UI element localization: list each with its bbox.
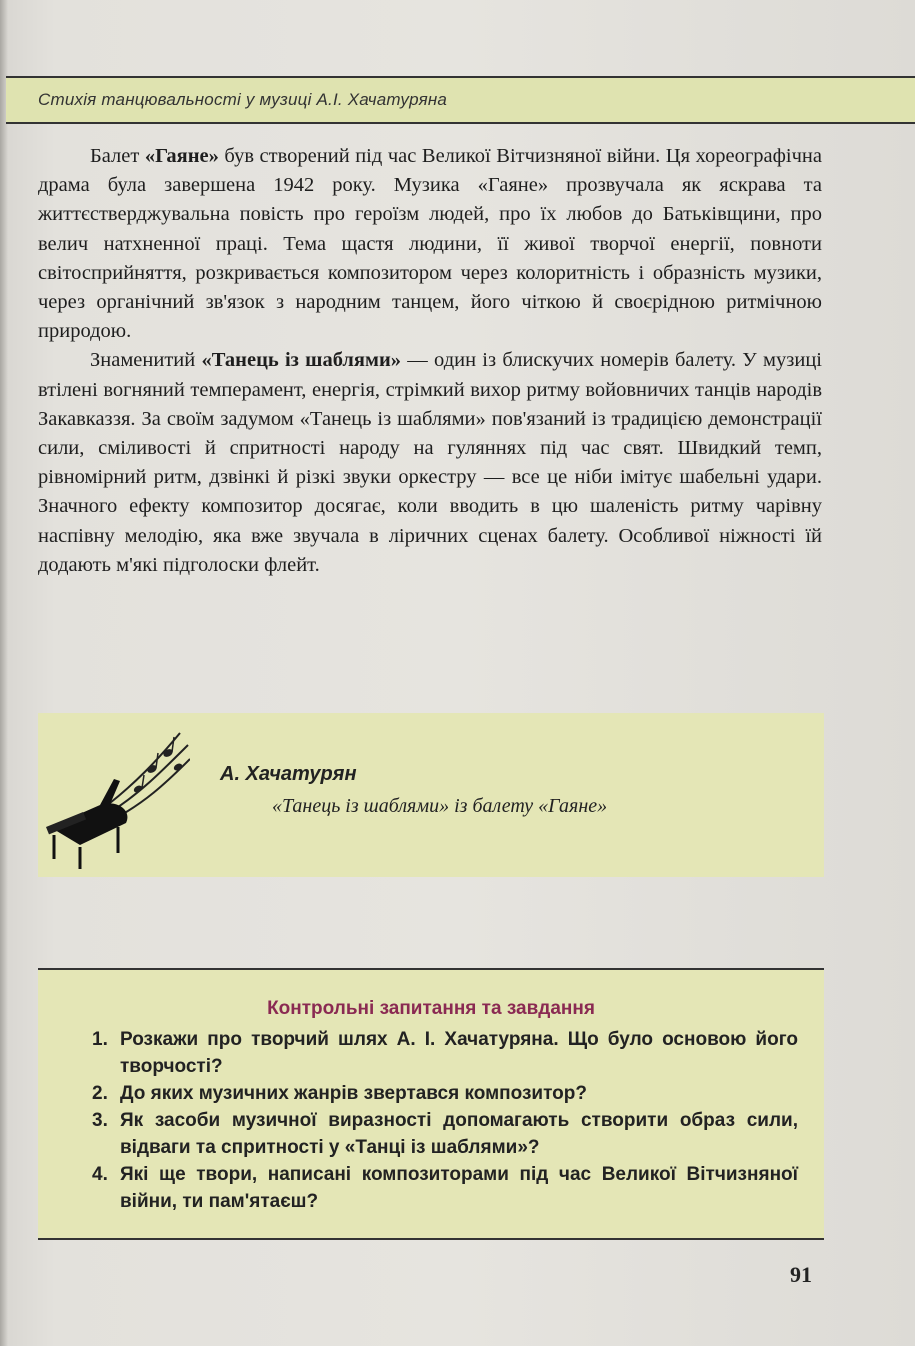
question-text: Розкажи про творчий шлях А. І. Хачатуряна. Що було основою його творчості? (120, 1029, 798, 1077)
question-text: Як засоби музичної виразності допомагають створити образ сили, відваги та спритності у «Танці із шаблями»? (120, 1110, 798, 1158)
question-text: До яких музичних жанрів звертався композитор? (120, 1083, 587, 1104)
question-item (92, 1107, 798, 1161)
work-title: «Танець із шаблями» із балету «Гаяне» (272, 795, 608, 817)
page-gutter-shadow (0, 0, 8, 1346)
listening-box (38, 713, 824, 877)
paragraph-2-text: — один із блискучих номерів балету. У музиці втілені вогняний темперамент, енергія, стрімкий вихор ритму войовничих танців народів Закавказзя. За своїм задумом «Танець із шаблями» пов'язаний із традицією демонстрації сили, сміливості й спритності народу на гуляннях під час свят. Швидкий темп, рівномірний ритм, дзвінкі й різкі звуки оркестру — все це ніби імітує шабельні удари. Значного ефекту композитор досягає, коли вводить в цю шаленість ритму чарівну наспівну мелодію, яка вже звучала в ліричних сценах балету. Особливої ніжності їй додають м'які підголоски флейт. (38, 349, 823, 576)
paragraph-1-prefix: Балет (90, 145, 145, 167)
main-text (38, 142, 822, 580)
review-questions-heading: Контрольні запитання та завдання (267, 998, 595, 1019)
paragraph-2-prefix: Знаменитий (90, 349, 202, 372)
paragraph-1-bold-title: «Гаяне» (144, 145, 219, 167)
question-number: 1. (92, 1029, 108, 1050)
question-number: 3. (92, 1110, 108, 1131)
review-questions-list (92, 1026, 798, 1215)
running-header (6, 76, 915, 124)
question-number: 2. (92, 1083, 108, 1104)
question-number: 4. (92, 1164, 108, 1185)
paragraph-2-bold-title: «Танець із шаблями» (201, 349, 402, 372)
question-item (92, 1080, 798, 1107)
review-questions-box (38, 970, 824, 1240)
question-item (92, 1026, 798, 1080)
piano-music-icon (40, 723, 190, 873)
running-header-title: Стихія танцювальності у музиці А.І. Хачатуряна (38, 90, 448, 109)
composer-name: А. Хачатурян (220, 763, 357, 785)
page-number: 91 (790, 1262, 812, 1287)
question-item (92, 1161, 798, 1215)
paragraph-1 (38, 142, 822, 346)
questions-bottom-rule (38, 1238, 824, 1240)
questions-top-rule (38, 968, 824, 970)
paragraph-1-text: був створений під час Великої Вітчизняної війни. Ця хореографічна драма була завершена 1942 року. Музика «Гаяне» прозвучала як яскрава та життєстверджувальна повість про героїзм людей, про їх любов до Батьківщини, про велич натхненної праці. Тема щастя людини, її живої творчої енергії, повноти світосприйняття, розкривається композитором через колоритність і образність музики, через органічний зв'язок з народним танцем, його чіткою й своєрідною ритмічною природою. (38, 145, 823, 343)
paragraph-2 (38, 346, 822, 580)
question-text: Які ще твори, написані композиторами під час Великої Вітчизняної війни, ти пам'ятаєш? (120, 1164, 798, 1212)
